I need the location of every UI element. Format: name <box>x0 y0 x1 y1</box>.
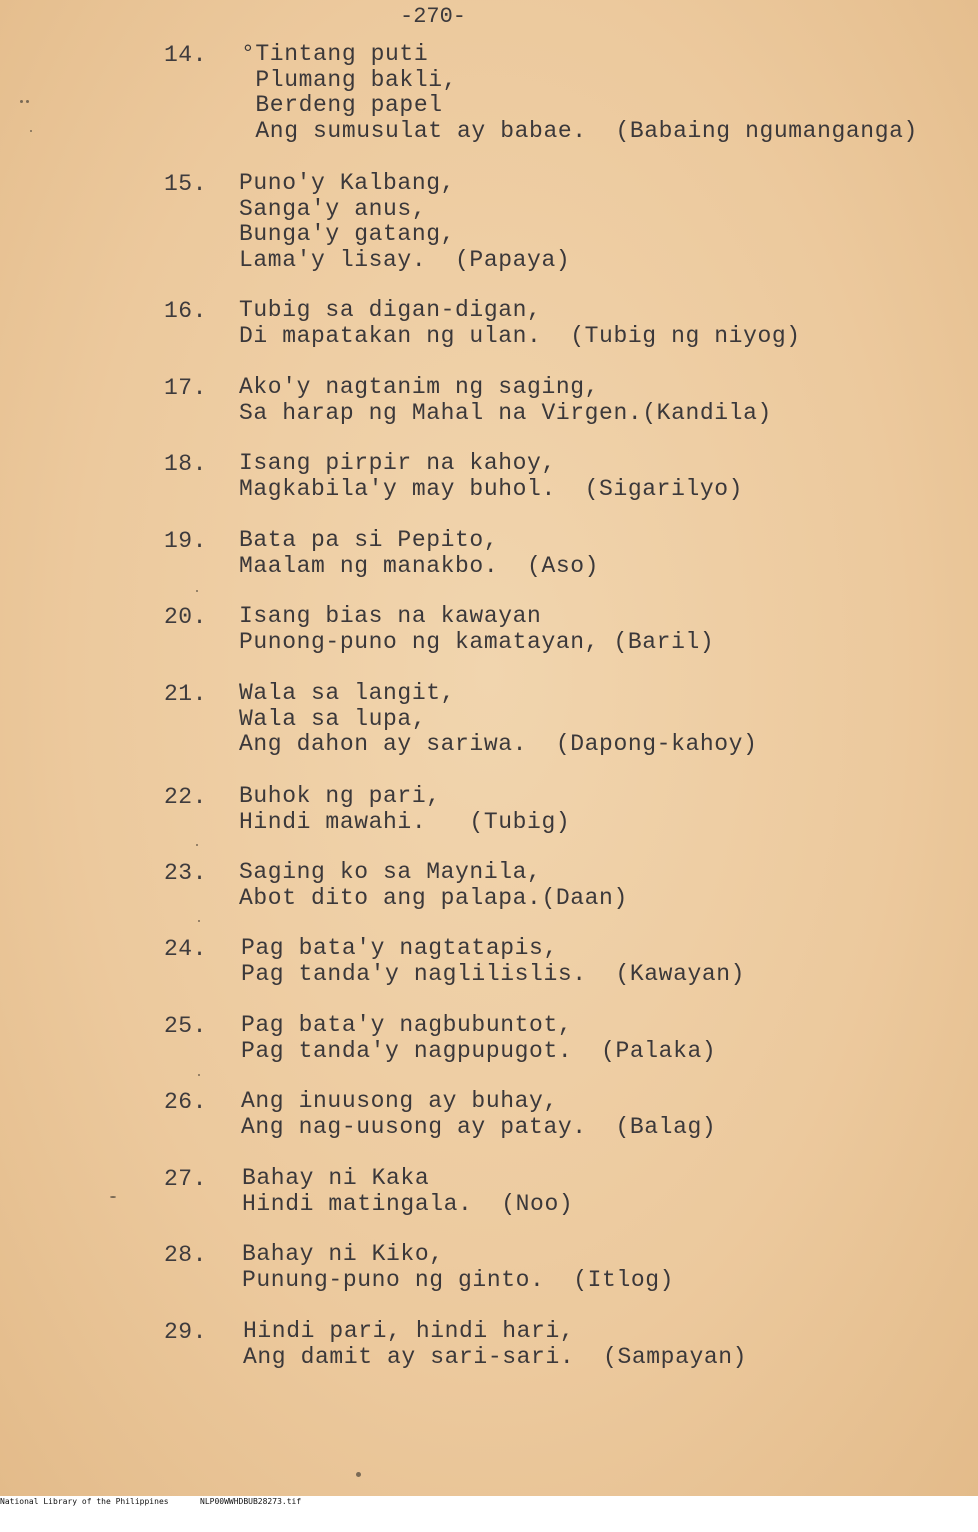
riddle-line: Puno'y Kalbang, <box>239 170 456 196</box>
riddle-line: Ang damit ay sari-sari. (Sampayan) <box>243 1343 748 1370</box>
riddle-line: Maalam ng manakbo. (Aso) <box>239 552 600 579</box>
riddle-line: Sanga'y anus, <box>239 195 427 222</box>
riddle-line: Saging ko sa Maynila, <box>239 859 542 885</box>
riddle-line: Pag tanda'y naglilislis. (Kawayan) <box>241 960 746 987</box>
riddle-line: Sa harap ng Mahal na Virgen.(Kandila) <box>239 399 772 426</box>
riddle-line: Pag tanda'y nagpupugot. (Palaka) <box>241 1037 717 1064</box>
riddle-number: 25. <box>164 1013 207 1039</box>
riddle-line: Isang bias na kawayan <box>239 603 542 629</box>
riddle-line: Berdeng papel <box>241 92 443 118</box>
riddle-line: Bahay ni Kiko, <box>242 1241 444 1267</box>
paper-speck <box>20 100 23 103</box>
paper-speck <box>110 1196 116 1198</box>
riddle-line: Ang dahon ay sariwa. (Dapong-kahoy) <box>239 731 758 757</box>
riddle-number: 29. <box>164 1319 207 1345</box>
riddle-line: °Tintang puti <box>241 41 429 67</box>
riddle-line: Hindi matingala. (Noo) <box>242 1190 574 1217</box>
footer-library: National Library of the Philippines <box>0 1497 169 1506</box>
riddle-number: 28. <box>164 1242 207 1268</box>
riddle-line: Lama'y lisay. (Papaya) <box>239 246 571 273</box>
riddle-line: Ang inuusong ay buhay, <box>241 1088 558 1114</box>
riddle-line: Abot dito ang palapa.(Daan) <box>239 884 628 911</box>
riddle-line: Pag bata'y nagtatapis, <box>241 935 558 961</box>
riddle-number: 16. <box>164 298 207 324</box>
riddle-line: Ang nag-uusong ay patay. (Balag) <box>241 1113 717 1140</box>
riddle-line: Hindi pari, hindi hari, <box>243 1318 575 1344</box>
riddle-line: Plumang bakli, <box>241 66 458 93</box>
riddle-number: 18. <box>164 451 207 477</box>
paper-speck <box>198 1074 200 1076</box>
riddle-line: Wala sa lupa, <box>239 705 427 732</box>
riddle-number: 27. <box>164 1166 207 1192</box>
paper-speck <box>26 100 29 103</box>
page-number: -270- <box>400 4 467 29</box>
riddle-line: Hindi mawahi. (Tubig) <box>239 808 571 835</box>
paper-speck <box>30 130 32 132</box>
footer-filename: NLP00WWHDBUB28273.tif <box>200 1497 302 1506</box>
riddle-number: 21. <box>164 681 207 707</box>
riddle-number: 20. <box>164 604 207 630</box>
riddle-line: Buhok ng pari, <box>239 783 441 809</box>
riddle-number: 19. <box>164 528 207 554</box>
riddle-number: 24. <box>164 936 207 962</box>
riddle-number: 14. <box>164 42 207 68</box>
riddle-number: 17. <box>164 375 207 401</box>
riddle-line: Punung-puno ng ginto. (Itlog) <box>242 1266 675 1293</box>
riddle-number: 22. <box>164 784 207 810</box>
riddle-number: 26. <box>164 1089 207 1115</box>
riddle-line: Isang pirpir na kahoy, <box>239 450 556 476</box>
riddle-line: Ang sumusulat ay babae. (Babaing ngumanganga) <box>241 117 918 144</box>
riddle-line: Bahay ni Kaka <box>242 1165 430 1191</box>
riddle-line: Pag bata'y nagbubuntot, <box>241 1012 573 1038</box>
riddle-line: Wala sa langit, <box>239 680 456 706</box>
riddle-line: Magkabila'y may buhol. (Sigarilyo) <box>239 475 744 502</box>
scan-footer <box>0 1496 978 1508</box>
paper-speck <box>196 590 198 592</box>
riddle-number: 23. <box>164 860 207 886</box>
riddle-line: Tubig sa digan-digan, <box>239 297 542 323</box>
paper-speck <box>196 844 198 846</box>
riddle-line: Bunga'y gatang, <box>239 221 456 247</box>
riddle-line: Bata pa si Pepito, <box>239 527 499 553</box>
paper-speck <box>356 1472 361 1477</box>
riddle-line: Di mapatakan ng ulan. (Tubig ng niyog) <box>239 322 801 349</box>
riddle-line: Ako'y nagtanim ng saging, <box>239 374 600 400</box>
paper-speck <box>198 920 200 922</box>
riddle-line: Punong-puno ng kamatayan, (Baril) <box>239 628 715 655</box>
riddle-number: 15. <box>164 171 207 197</box>
